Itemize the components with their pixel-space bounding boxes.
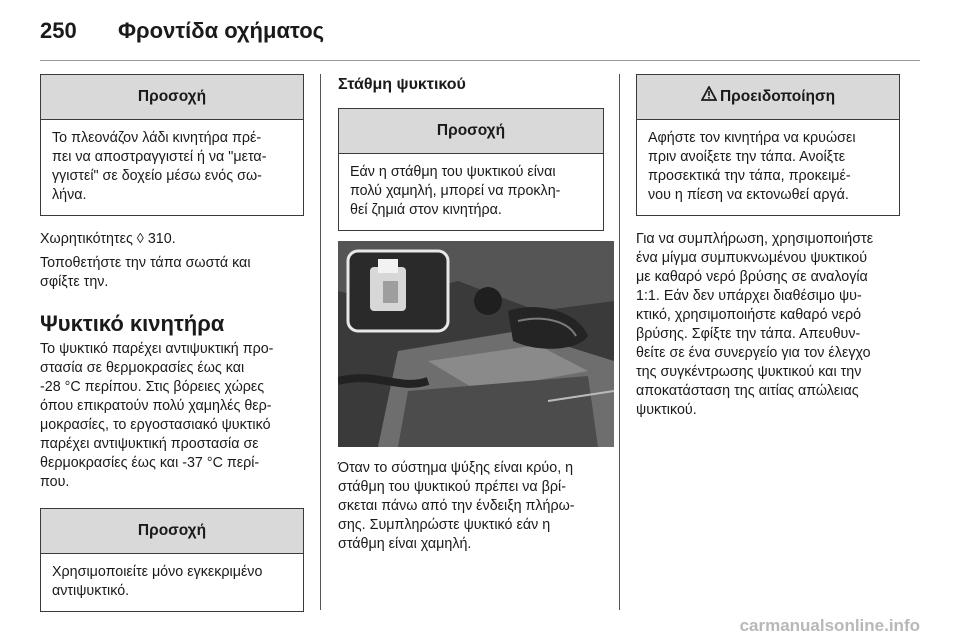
page-number: 250 — [40, 18, 77, 43]
text-line: αντιψυκτικό. — [52, 583, 130, 599]
text-line: πολύ χαμηλή, μπορεί να προκλη- — [350, 183, 561, 199]
text-line: θερμοκρασίες έως και -37 °C περί- — [40, 455, 260, 471]
text-line: όπου επικρατούν πολύ χαμηλές θερ- — [40, 398, 272, 414]
text-line: σφίξτε την. — [40, 274, 109, 290]
subsection-title: Στάθμη ψυκτικού — [338, 76, 466, 93]
warning-body — [637, 120, 899, 215]
text-line: βρύσης. Σφίξτε την τάπα. Απευθυν- — [636, 326, 861, 342]
text-line: Χρησιμοποιείτε μόνο εγκεκριμένο — [52, 564, 263, 580]
text-line: Όταν το σύστημα ψύξης είναι κρύο, η — [338, 460, 574, 476]
engine-bay-photo — [338, 241, 614, 447]
text-line: Για να συμπλήρωση, χρησιμοποιήστε — [636, 231, 874, 247]
text-line: προσεκτικά την τάπα, προκειμέ- — [648, 168, 851, 184]
text-line: Το πλεονάζον λάδι κινητήρα πρέ- — [52, 130, 262, 146]
text-line: πριν ανοίξετε την τάπα. Ανοίξτε — [648, 149, 846, 165]
text-line: Τοποθετήστε την τάπα σωστά και — [40, 255, 251, 271]
notice-box-oil — [40, 74, 304, 216]
coolant-level-description — [338, 459, 604, 554]
column-divider — [619, 74, 620, 610]
text-line: της συγκέντρωσης ψυκτικού και την — [636, 364, 862, 380]
column-3 — [636, 74, 900, 420]
text-line: σκεται πάνω από την ένδειξη πλήρω- — [338, 498, 575, 514]
text-line: 1:1. Εάν δεν υπάρχει διαθέσιμο ψυ- — [636, 288, 862, 304]
warning-box — [636, 74, 900, 216]
text-line: στάθμη του ψυκτικού πρέπει να βρί- — [338, 479, 566, 495]
text-line: Το ψυκτικό παρέχει αντιψυκτική προ- — [40, 341, 274, 357]
text-line: Αφήστε τον κινητήρα να κρυώσει — [648, 130, 856, 146]
notice-body — [339, 154, 603, 230]
notice-box-antifreeze — [40, 508, 304, 612]
column-divider — [320, 74, 321, 610]
page-title: Φροντίδα οχήματος — [118, 18, 325, 43]
notice-box-level — [338, 108, 604, 231]
text-line: κτικό, χρησιμοποιήστε καθαρό νερό — [636, 307, 862, 323]
text-line: θείτε σε ένα συνεργείο για τον έλεγχο — [636, 345, 871, 361]
text-line: ένα μίγμα συμπυκνωμένου ψυκτικού — [636, 250, 868, 266]
text-line: πει να αποστραγγιστεί ή να "μετα- — [52, 149, 267, 165]
notice-body — [41, 554, 303, 611]
text-line: Εάν η στάθμη του ψυκτικού είναι — [350, 164, 556, 180]
text-line: -28 °C περίπου. Στις βόρειες χώρες — [40, 379, 265, 395]
engine-bay-photo-graphic — [338, 241, 614, 447]
page-header — [40, 10, 920, 58]
text-line: που. — [40, 474, 70, 490]
notice-title: Προσοχή — [41, 75, 303, 120]
section-title: Ψυκτικό κινητήρα — [40, 311, 225, 336]
notice-title: Προσοχή — [339, 109, 603, 154]
text-line: μοκρασίες, το εργοστασιακό ψυκτικό — [40, 417, 271, 433]
text-line: νου η πίεση να εκτονωθεί αργά. — [648, 187, 849, 203]
text-line: με καθαρό νερό βρύσης σε αναλογία — [636, 269, 868, 285]
header-rule — [40, 60, 920, 61]
text-line: σης. Συμπληρώστε ψυκτικό εάν η — [338, 517, 551, 533]
refill-instructions — [636, 230, 900, 420]
text-line: στάθμη είναι χαμηλή. — [338, 536, 472, 552]
text-line: στασία σε θερμοκρασίες έως και — [40, 360, 245, 376]
text-line: ψυκτικού. — [636, 402, 697, 418]
text-line: αποκατάσταση της αιτίας απώλειας — [636, 383, 859, 399]
text-line: γγιστεί" σε δοχείο μέσω ενός σω- — [52, 168, 262, 184]
cap-instructions — [40, 254, 304, 292]
watermark: carmanualsonline.info — [739, 616, 920, 635]
column-2 — [338, 74, 604, 554]
column-1 — [40, 74, 304, 612]
warning-triangle-icon — [701, 75, 717, 119]
text-line: λήνα. — [52, 187, 87, 203]
warning-header — [637, 75, 899, 120]
coolant-description — [40, 340, 304, 492]
notice-title: Προσοχή — [41, 509, 303, 554]
notice-body — [41, 120, 303, 215]
warning-title: Προειδοποίηση — [719, 88, 836, 106]
capacities-link[interactable]: Χωρητικότητες ◊ 310. — [40, 231, 176, 247]
text-line: παρέχει αντιψυκτική προστασία σε — [40, 436, 259, 452]
text-line: θεί ζημιά στον κινητήρα. — [350, 202, 502, 218]
